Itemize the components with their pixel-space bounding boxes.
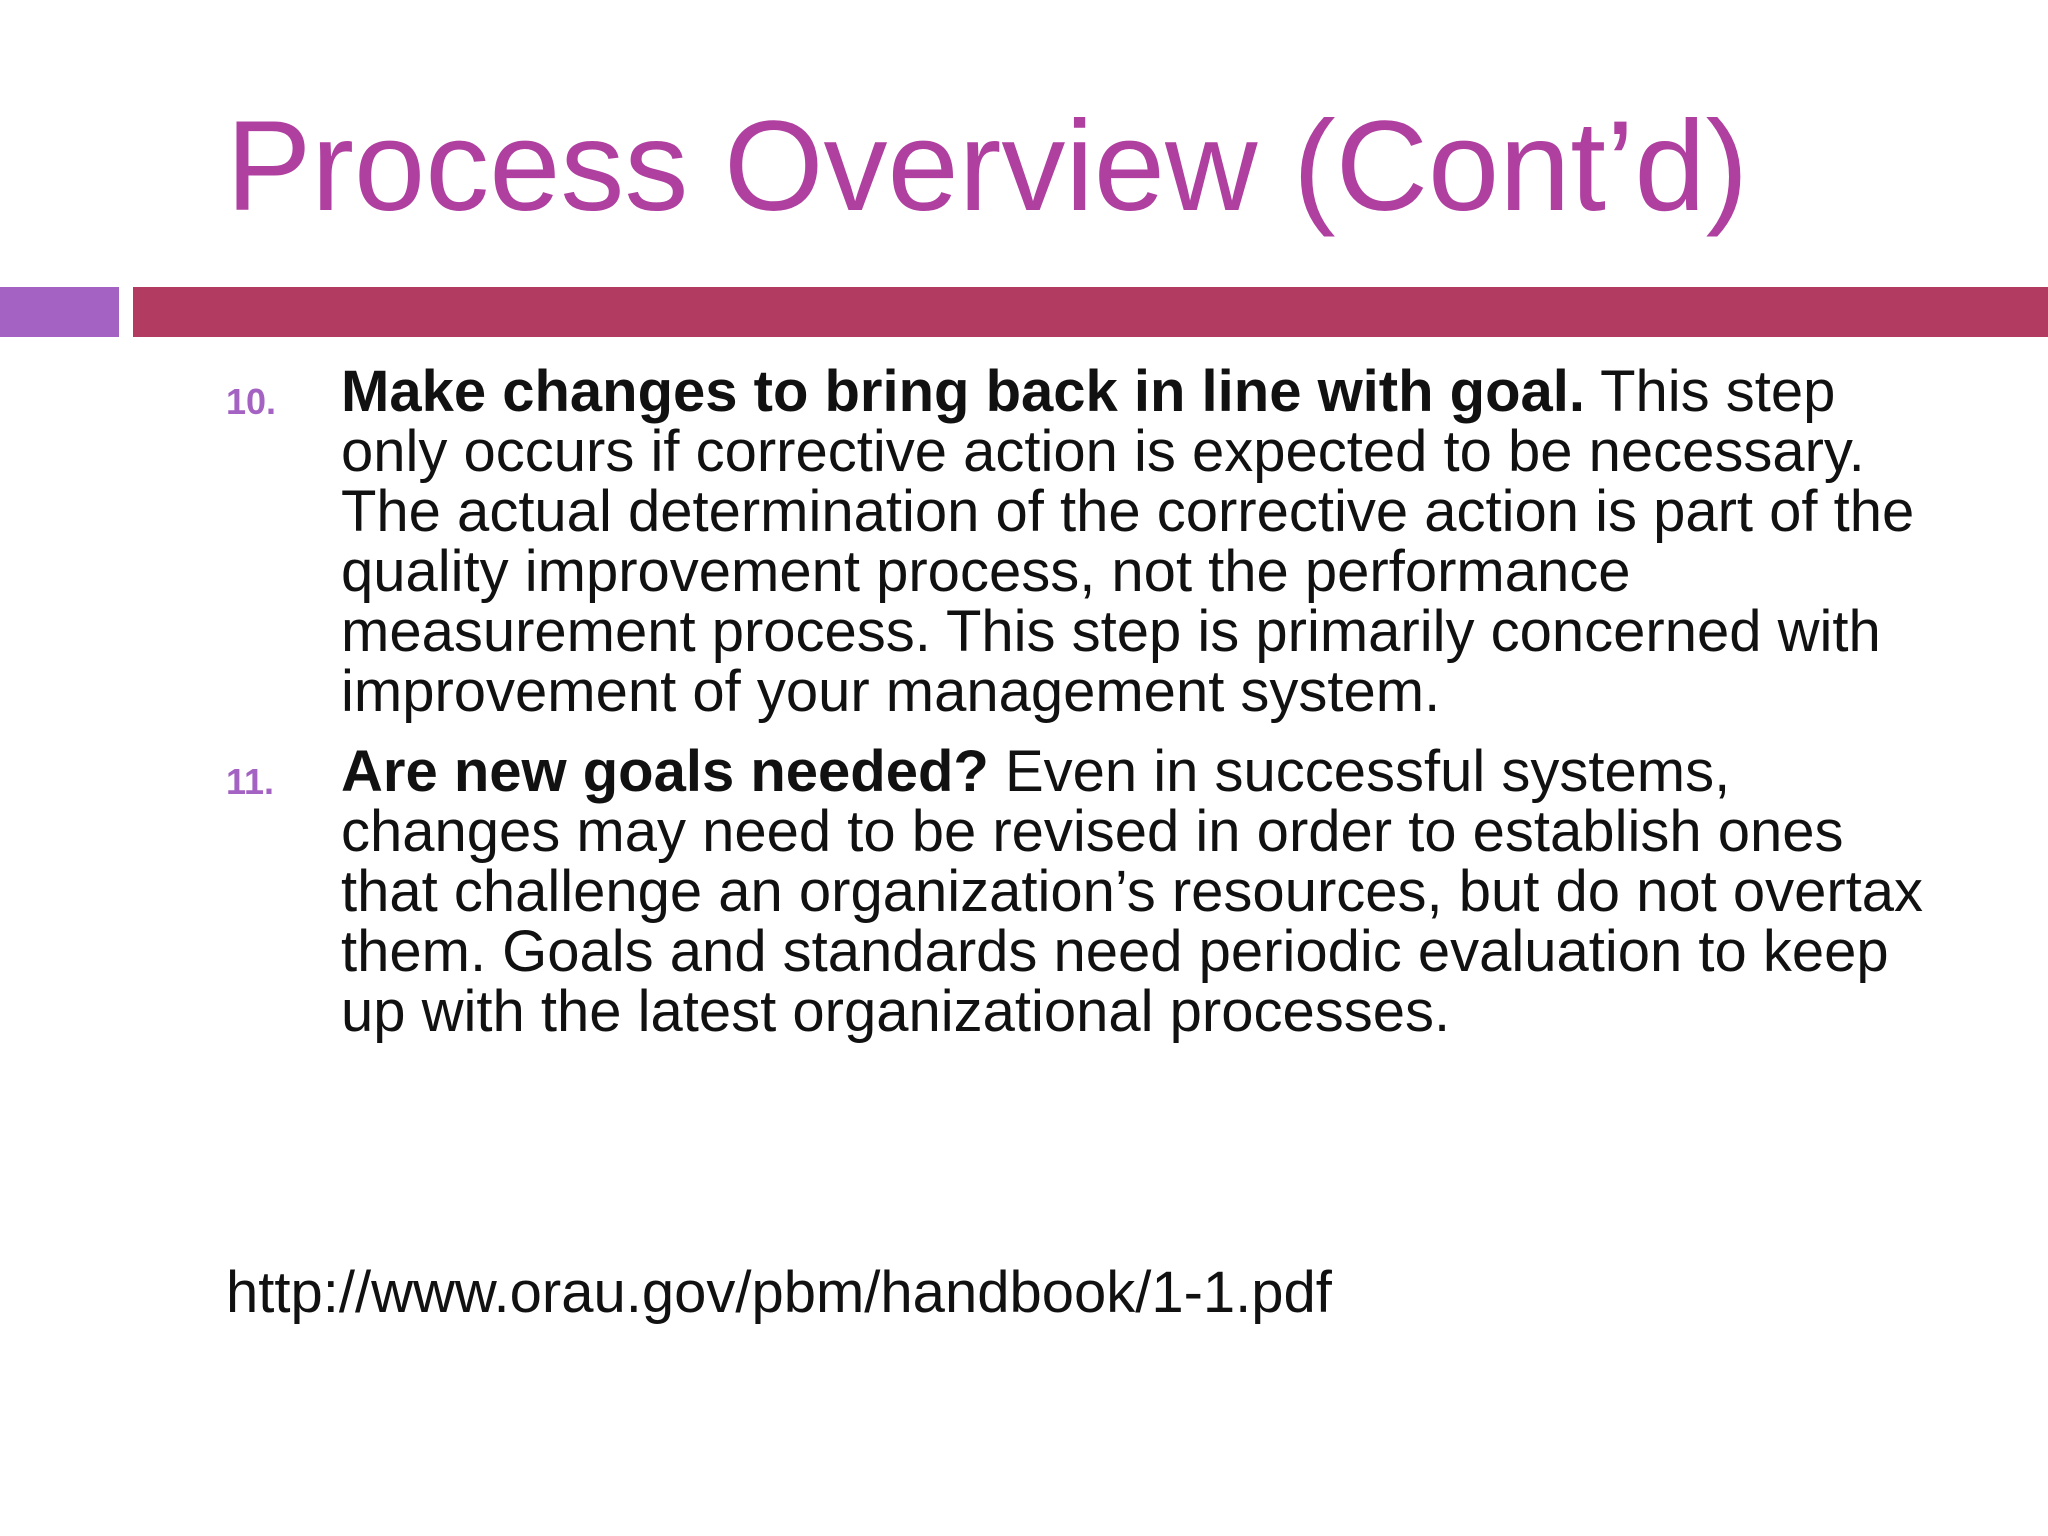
slide-title: Process Overview (Cont’d) — [226, 95, 1749, 238]
list-item — [0, 359, 2048, 724]
list-item-lead: Make changes to bring back in line with goal. — [341, 359, 1585, 424]
accent-bar-left — [0, 287, 119, 337]
list-item-body: This step only occurs if corrective action is expected to be necessary. The actual determination of the corrective action is part of the quality improvement process, not the performance measurement process. This step is primarily concerned with improvement of your management system. — [341, 359, 1915, 724]
list-item-body: Even in successful systems, changes may need to be revised in order to establish ones that challenge an organization’s resources, but do not overtax them. Goals and standards need periodic evaluation to keep up with the latest organizational processes. — [341, 739, 1924, 1044]
accent-bar-right — [133, 287, 2048, 337]
list-item-text — [341, 739, 1931, 1044]
list-item-text — [341, 359, 1931, 724]
list-item — [0, 739, 2048, 1044]
numbered-list — [0, 359, 2048, 1062]
list-item-lead: Are new goals needed? — [341, 739, 989, 804]
source-url: http://www.orau.gov/pbm/handbook/1-1.pdf — [226, 1260, 1332, 1325]
list-item-number: 10. — [226, 381, 277, 422]
list-item-number: 11. — [226, 761, 275, 802]
